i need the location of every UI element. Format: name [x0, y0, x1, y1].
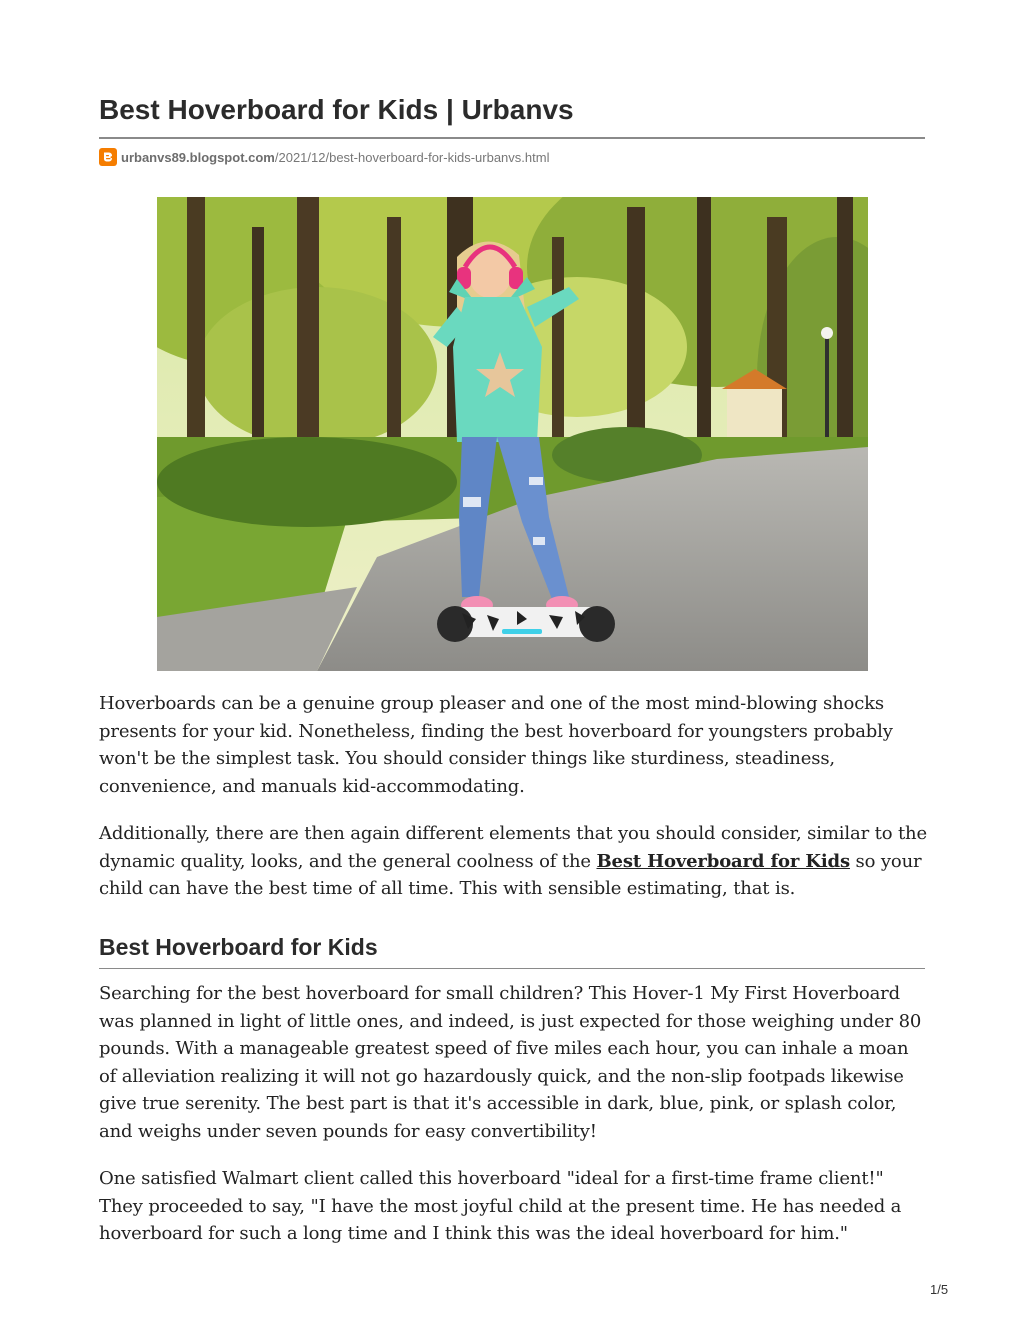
source-domain[interactable]: urbanvs89.blogspot.com	[121, 149, 275, 165]
section-divider	[99, 968, 925, 969]
hero-image	[157, 197, 868, 671]
paragraph-elements-before: Additionally, there are then again different elements that you should consider, similar to the dynamic quality, looks, and the general coolness of the	[99, 823, 927, 872]
page-title: Best Hoverboard for Kids | Urbanvs	[99, 94, 574, 125]
photo-girl-on-hoverboard-icon	[157, 197, 868, 671]
paragraph-hover1: Searching for the best hoverboard for small children? This Hover-1 My First Hoverboard was planned in light of little ones, and indeed, is just expected for those weighing under 80 pounds. With a manageable greatest speed of five miles each hour, you can inhale a moan of alleviation realizing it will not go hazardously quick, and the non-slip footpads likewise give true serenity. The best part is that it's accessible in dark, blue, pink, or splash color, and weighs under seven pounds for easy convertibility!	[99, 983, 922, 1142]
section-heading: Best Hoverboard for Kids	[99, 934, 378, 960]
page-number: 1/5	[930, 1282, 949, 1297]
paragraph-elements	[99, 820, 929, 903]
paragraph-intro: Hoverboards can be a genuine group pleaser and one of the most mind-blowing shocks presents for your kid. Nonetheless, finding the best hoverboard for youngsters probably won't be the simplest task. You should consider things like sturdiness, steadiness, convenience, and manuals kid-accommodating.	[99, 693, 893, 797]
paragraph-elements-after: so your child can have the best time of all time. This with sensible estimating, that is.	[99, 850, 922, 899]
title-divider	[99, 137, 925, 139]
paragraph-walmart-review: One satisfied Walmart client called this hoverboard "ideal for a first-time frame client!" They proceeded to say, "I have the most joyful child at the present time. He has needed a hoverboard for such a long time and I think this was the ideal hoverboard for him."	[99, 1168, 902, 1244]
source-url[interactable]	[99, 147, 549, 167]
source-path[interactable]: /2021/12/best-hoverboard-for-kids-urbanvs.html	[274, 149, 550, 165]
blogger-icon	[99, 148, 117, 166]
best-hoverboard-link[interactable]: Best Hoverboard for Kids	[596, 850, 850, 872]
